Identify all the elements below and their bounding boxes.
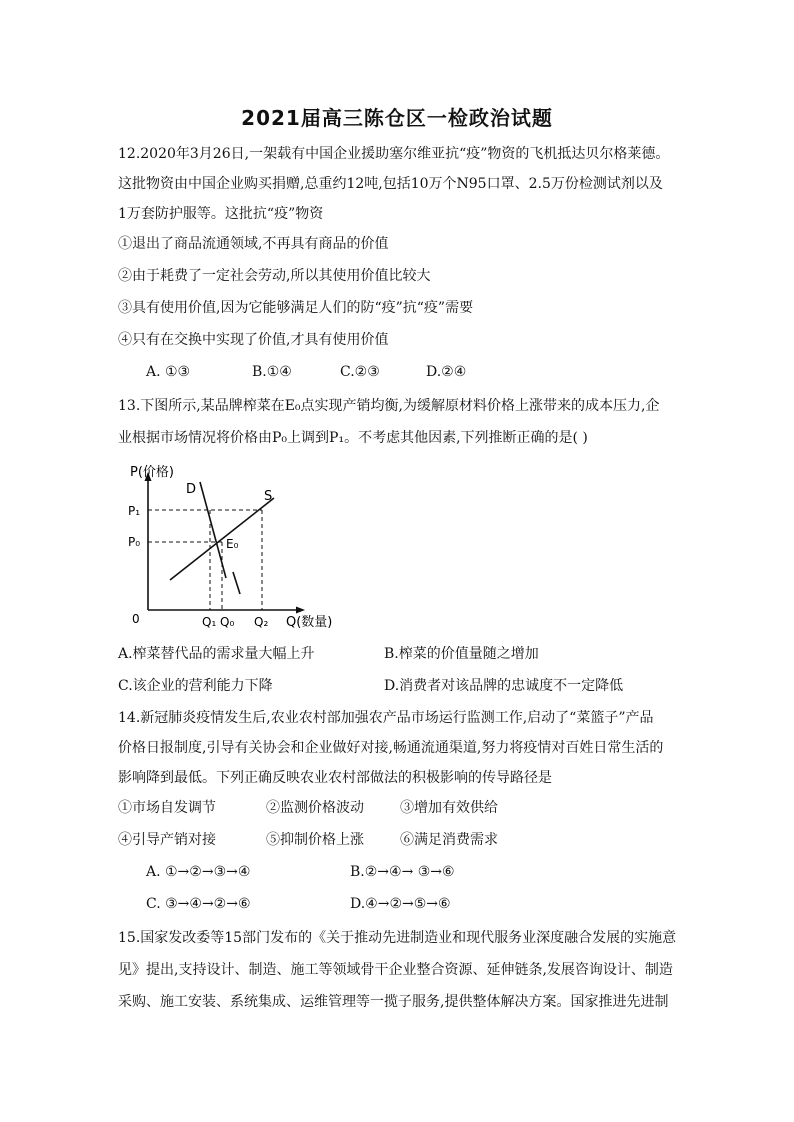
origin-label: 0 xyxy=(132,612,140,626)
q14-item-3: ③增加有效供给 xyxy=(400,800,498,816)
q12-option-a: A. ①③ xyxy=(146,364,191,380)
p0-label: P₀ xyxy=(128,535,141,549)
q12-item-1: ①退出了商品流通领域,不再具有商品的价值 xyxy=(118,236,389,252)
e0-label: E₀ xyxy=(226,537,239,551)
q1-label: Q₁ xyxy=(202,615,217,629)
q12-option-c: C.②③ xyxy=(340,364,380,380)
q14-stem-line-3: 影响降到最低。下列正确反映农业农村部做法的积极影响的传导路径是 xyxy=(118,770,552,786)
q12-option-b: B.①④ xyxy=(252,364,292,380)
q12-item-2: ②由于耗费了一定社会劳动,所以其使用价值比较大 xyxy=(118,268,431,284)
q14-option-d: D.④→②→⑤→⑥ xyxy=(350,896,451,912)
demand-label: D xyxy=(186,482,197,497)
q2-label: Q₂ xyxy=(254,615,269,629)
q15-stem-line-3: 采购、施工安装、系统集成、运维管理等一揽子服务,提供整体解决方案。国家推进先进制 xyxy=(118,994,669,1010)
demand-curve-tail xyxy=(233,572,240,594)
q13-option-d: D.消费者对该品牌的忠诚度不一定降低 xyxy=(384,678,624,694)
q13-option-a: A.榨菜替代品的需求量大幅上升 xyxy=(118,646,315,662)
demand-curve xyxy=(200,482,226,578)
p1-label: P₁ xyxy=(128,504,141,518)
q14-stem-line-2: 价格日报制度,引导有关协会和企业做好对接,畅通流通渠道,努力将疫情对百姓日常生活的 xyxy=(118,740,664,756)
q13-option-c: C.该企业的营利能力下降 xyxy=(118,678,273,694)
q15-stem-line-2: 见》提出,支持设计、制造、施工等领域骨干企业整合资源、延伸链条,发展咨询设计、制造 xyxy=(118,962,673,978)
q14-stem-line-1: 14.新冠肺炎疫情发生后,农业农村部加强农产品市场运行监测工作,启动了“菜篮子”产品 xyxy=(118,710,654,726)
q14-item-4: ④引导产销对接 xyxy=(118,832,216,848)
q14-option-b: B.②→④→ ③→⑥ xyxy=(350,864,455,880)
x-axis-arrow xyxy=(296,607,305,614)
q14-option-a: A. ①→②→③→④ xyxy=(146,864,251,880)
q15-stem-line-1: 15.国家发改委等15部门发布的《关于推动先进制造业和现代服务业深度融合发展的实施意 xyxy=(118,930,677,946)
q14-item-6: ⑥满足消费需求 xyxy=(400,832,498,848)
q0-label: Q₀ xyxy=(220,615,235,629)
q12-option-d: D.②④ xyxy=(426,364,467,380)
supply-label: S xyxy=(264,489,273,504)
document-title: 2021届高三陈仓区一检政治试题 xyxy=(241,106,553,130)
q12-stem-line-3: 1万套防护服等。这批抗“疫”物资 xyxy=(118,206,324,222)
q12-stem-line-2: 这批物资由中国企业购买捐赠,总重约12吨,包括10万个N95口罩、2.5万份检测试剂以及 xyxy=(118,176,663,192)
q12-stem-line-1: 12.2020年3月26日,一架载有中国企业援助塞尔维亚抗“疫”物资的飞机抵达贝尔格莱德。 xyxy=(118,146,670,162)
q13-stem-line-1: 13.下图所示,某品牌榨菜在E₀点实现产销均衡,为缓解原材料价格上涨带来的成本压力,企 xyxy=(118,398,660,414)
supply-demand-graph xyxy=(118,460,358,640)
q12-item-4: ④只有在交换中实现了价值,才具有使用价值 xyxy=(118,332,389,348)
q12-item-3: ③具有使用价值,因为它能够满足人们的防“疫”抗“疫”需要 xyxy=(118,300,474,316)
q14-item-5: ⑤抑制价格上涨 xyxy=(266,832,364,848)
q13-option-b: B.榨菜的价值量随之增加 xyxy=(384,646,539,662)
q14-item-1: ①市场自发调节 xyxy=(118,800,216,816)
x-axis-label: Q(数量) xyxy=(286,615,333,630)
q14-item-2: ②监测价格波动 xyxy=(266,800,364,816)
y-axis-label: P(价格) xyxy=(130,465,174,480)
q14-option-c: C. ③→④→②→⑥ xyxy=(146,896,251,912)
q13-stem-line-2: 业根据市场情况将价格由P₀上调到P₁。不考虑其他因素,下列推断正确的是( ) xyxy=(118,430,588,446)
